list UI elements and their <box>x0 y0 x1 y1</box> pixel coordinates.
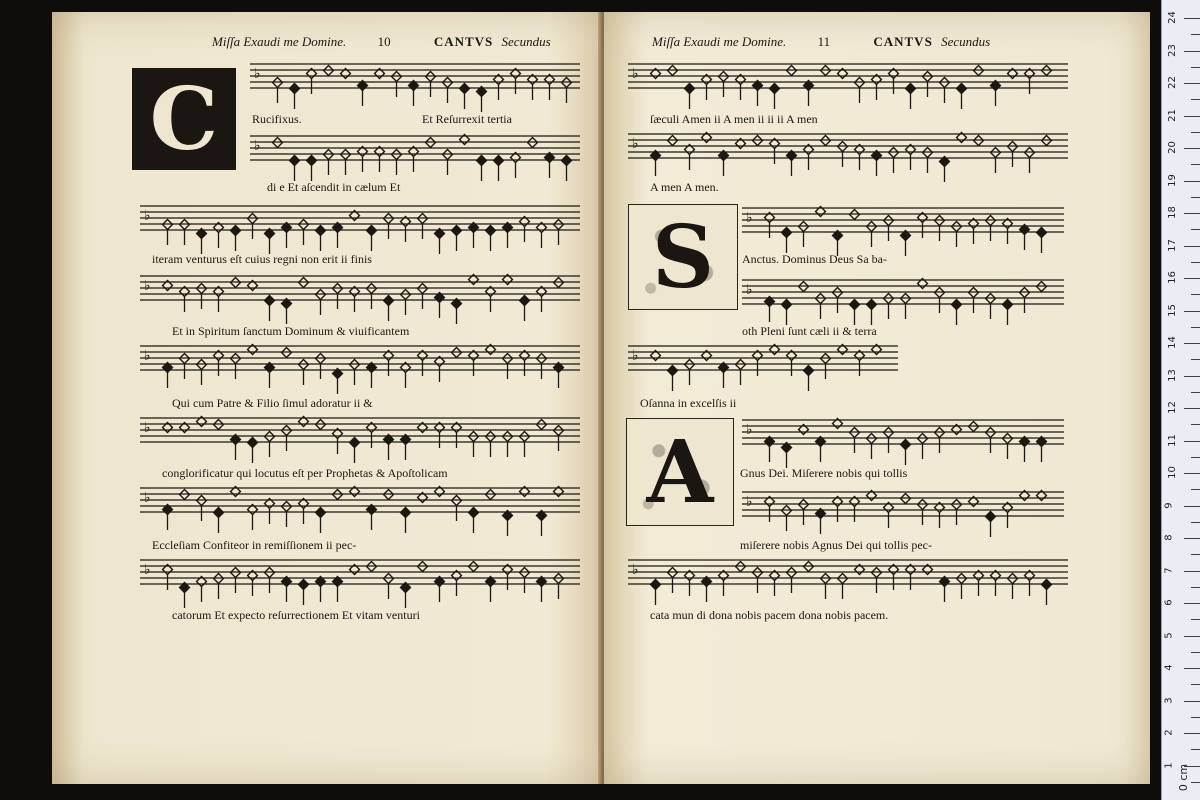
ruler-tick <box>1191 424 1200 425</box>
decorated-initial-c: C <box>132 68 236 170</box>
lyric-line: di e Et aſcendit in cælum Et <box>267 180 401 194</box>
ruler-tick <box>1184 311 1200 312</box>
lyric-line: Rucifixus. <box>252 112 302 126</box>
svg-text:♭: ♭ <box>632 136 639 152</box>
ruler-tick <box>1184 538 1200 539</box>
staff <box>140 487 580 536</box>
staff <box>742 279 1064 325</box>
svg-text:♭: ♭ <box>746 282 753 298</box>
lyric-line: Et in Spiritum ſanctum Dominum & viuificantem <box>172 324 410 338</box>
svg-text:♭: ♭ <box>144 278 151 294</box>
ruler-tick <box>1191 619 1200 620</box>
ruler-label: 18 <box>1166 206 1178 219</box>
staff <box>628 64 1068 109</box>
ruler-tick <box>1191 164 1200 165</box>
ruler-tick <box>1191 67 1200 68</box>
ruler-tick <box>1184 148 1200 149</box>
ruler-label: 24 <box>1166 11 1178 24</box>
lyric-line: miſerere nobis Agnus Dei qui tollis pec- <box>740 538 932 552</box>
ruler-tick <box>1191 652 1200 653</box>
ruler-tick <box>1184 51 1200 52</box>
ruler-tick <box>1184 733 1200 734</box>
ruler-tick <box>1184 473 1200 474</box>
ruler-label: 7 <box>1163 566 1175 574</box>
lyric-line: Anctus. Dominus Deus Sa ba- <box>742 252 887 266</box>
ruler-tick <box>1191 229 1200 230</box>
svg-text:♭: ♭ <box>746 422 753 438</box>
svg-text:♭: ♭ <box>254 138 261 154</box>
decorated-initial-a: A <box>626 418 734 526</box>
ruler-tick <box>1191 197 1200 198</box>
staff <box>628 560 1068 605</box>
ruler-tick <box>1184 278 1200 279</box>
ruler-label: 21 <box>1166 108 1178 122</box>
staff <box>140 275 580 324</box>
ruler-label: 22 <box>1166 76 1178 89</box>
lyric-line: Et Reſurrexit tertia <box>422 112 512 126</box>
left-voice-label: CANTVS <box>433 34 494 49</box>
ruler-tick <box>1191 99 1200 100</box>
ruler-label: 6 <box>1163 599 1175 606</box>
ruler-label: 12 <box>1166 401 1178 414</box>
ruler-tick <box>1191 34 1200 35</box>
ruler-tick <box>1184 376 1200 377</box>
ruler-label: 20 <box>1166 141 1178 154</box>
ruler-label: 19 <box>1166 173 1178 187</box>
ruler-tick <box>1191 554 1200 555</box>
lyric-line: oth Pleni ſunt cæli ii & terra <box>742 324 877 338</box>
ruler-tick <box>1191 359 1200 360</box>
lyric-line: cata mun di dona nobis pacem dona nobis pacem. <box>650 608 889 622</box>
ruler-tick <box>1184 571 1200 572</box>
ruler-tick <box>1191 749 1200 750</box>
svg-text:♭: ♭ <box>254 66 261 82</box>
ruler-tick <box>1184 701 1200 702</box>
svg-text:♭: ♭ <box>632 348 639 364</box>
ruler-tick <box>1184 441 1200 442</box>
ruler-tick <box>1184 668 1200 669</box>
svg-text:♭: ♭ <box>144 562 151 578</box>
ruler-tick <box>1191 684 1200 685</box>
staff <box>140 206 580 254</box>
staff <box>628 345 898 391</box>
ruler-tick <box>1191 457 1200 458</box>
ruler-tick <box>1184 603 1200 604</box>
ruler-tick <box>1191 294 1200 295</box>
svg-text:♭: ♭ <box>632 562 639 578</box>
measuring-ruler <box>1161 0 1200 800</box>
ruler-tick <box>1184 116 1200 117</box>
ruler-tick <box>1184 636 1200 637</box>
decorated-initial-s: S <box>628 204 738 310</box>
right-page-number: 11 <box>817 34 831 49</box>
lyric-line: Qui cum Patre & Filio ſimul adoratur ii & <box>172 396 373 410</box>
ruler-label: 1 <box>1163 761 1175 769</box>
left-page-number: 10 <box>377 34 391 49</box>
lyric-line: ſæculi Amen ii A men ii ii ii A men <box>650 112 818 126</box>
svg-text:♭: ♭ <box>144 420 151 436</box>
ruler-tick <box>1191 392 1200 393</box>
svg-text:♭: ♭ <box>144 348 151 364</box>
ruler-label: 15 <box>1166 303 1178 317</box>
left-mass-title: Miſſa Exaudi me Domine. <box>212 34 347 49</box>
svg-text:♭: ♭ <box>746 494 753 510</box>
left-voice-part: Secundus <box>501 34 551 49</box>
ruler-tick <box>1184 18 1200 19</box>
lyric-line: A men A men. <box>650 180 719 194</box>
ruler-label: 4 <box>1163 664 1175 671</box>
lyric-line: Eccleſiam Confiteor in remiſſionem ii pec- <box>152 538 357 552</box>
ruler-label: 16 <box>1166 271 1178 284</box>
right-voice-label: CANTVS <box>873 34 933 49</box>
ruler-label: 3 <box>1163 696 1175 704</box>
ruler-label: 10 <box>1166 466 1178 479</box>
staff <box>742 491 1064 537</box>
ruler-label: 13 <box>1166 368 1178 382</box>
ruler-tick <box>1191 782 1200 783</box>
staff <box>742 207 1064 256</box>
staff <box>250 135 580 181</box>
ruler-label: 11 <box>1166 433 1178 447</box>
staff <box>140 345 580 394</box>
ruler-label: 17 <box>1166 238 1178 252</box>
svg-text:♭: ♭ <box>144 208 151 224</box>
staff <box>742 419 1064 468</box>
ruler-tick <box>1191 262 1200 263</box>
lyric-line: conglorificatur qui locutus eſt per Prophetas & Apoſtolicam <box>162 466 448 480</box>
ruler-tick <box>1184 506 1200 507</box>
ruler-label: 14 <box>1166 336 1178 349</box>
ruler-tick <box>1191 132 1200 133</box>
ruler-label: 23 <box>1166 43 1178 57</box>
lyric-line: Gnus Dei. Miſerere nobis qui tollis <box>740 466 908 480</box>
ruler-label: 8 <box>1163 534 1175 541</box>
lyric-line: catorum Et expecto reſurrectionem Et vitam venturi <box>172 608 420 622</box>
ruler-tick <box>1184 246 1200 247</box>
right-voice-part: Secundus <box>941 34 991 49</box>
ruler-unit: 0 cm <box>1177 763 1191 792</box>
staff <box>140 560 580 608</box>
svg-text:♭: ♭ <box>746 210 753 226</box>
lyric-line: Oſanna in excelſis ii <box>640 396 737 410</box>
ruler-tick <box>1191 522 1200 523</box>
ruler-tick <box>1184 343 1200 344</box>
ruler-tick <box>1191 327 1200 328</box>
ruler-tick <box>1184 83 1200 84</box>
svg-text:♭: ♭ <box>144 490 151 506</box>
staff <box>140 417 580 463</box>
ruler-tick <box>1191 489 1200 490</box>
lyric-line: iteram venturus eſt cuius regni non erit ii finis <box>152 252 372 266</box>
staff <box>628 133 1068 182</box>
ruler-label: 9 <box>1163 501 1175 509</box>
ruler-tick <box>1184 213 1200 214</box>
ruler-tick <box>1191 587 1200 588</box>
ruler-label: 5 <box>1163 631 1175 639</box>
ruler-tick <box>1184 181 1200 182</box>
ruler-label: 2 <box>1163 729 1175 736</box>
svg-text:♭: ♭ <box>632 66 639 82</box>
ruler-tick <box>1184 408 1200 409</box>
staff <box>250 64 580 112</box>
ruler-tick <box>1191 717 1200 718</box>
right-mass-title: Miſſa Exaudi me Domine. <box>652 34 787 49</box>
